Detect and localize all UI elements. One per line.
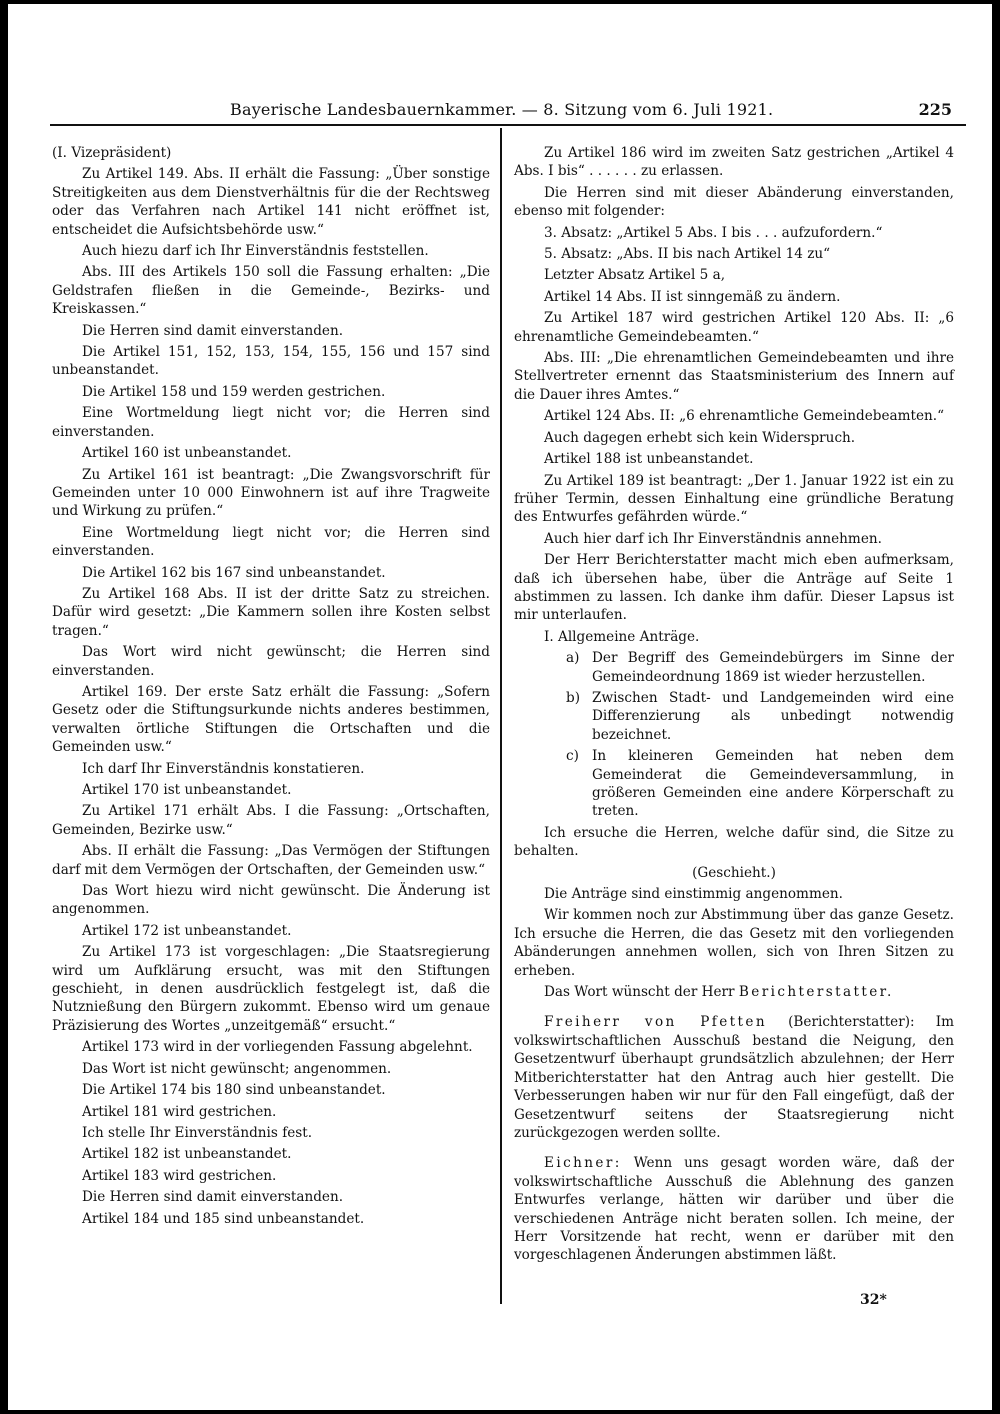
paragraph: Die Herren sind damit einverstanden. bbox=[82, 1189, 344, 1206]
paragraph: Das Wort ist nicht gewünscht; angenommen. bbox=[82, 1060, 392, 1077]
paragraph: Ich stelle Ihr Einverständnis fest. bbox=[82, 1124, 313, 1141]
paragraph: Auch hiezu darf ich Ihr Einverständnis feststellen. bbox=[82, 243, 429, 260]
speech-text: Wenn uns gesagt worden wäre, daß der volkswirtschaftliche Ausschuß die Ablehnung des ganzen Entwurfes verlange, hätten wir darüber und über die verschiedenen Anträge nicht beraten sollen. Ich meine, der Herr Vorsitzende hat recht, wenn er darüber mit den vorgeschlagenen Änderungen abstimmen läßt. bbox=[514, 1155, 954, 1264]
paragraph: Zu Artikel 189 ist beantragt: „Der 1. Januar 1922 ist ein zu früher Termin, dessen Einhaltung eine gründliche Beratung des Entwurfes gefährden würde.“ bbox=[514, 472, 954, 526]
paragraph: Artikel 170 ist unbeanstandet. bbox=[82, 782, 292, 798]
left-column bbox=[52, 144, 490, 1231]
paragraph: 5. Absatz: „Abs. II bis nach Artikel 14 zu“ bbox=[544, 246, 831, 263]
list-item bbox=[514, 689, 954, 744]
paragraph: Artikel 173 wird in der vorliegenden Fassung abgelehnt. bbox=[82, 1039, 473, 1056]
paragraph: Artikel 184 und 185 sind unbeanstandet. bbox=[82, 1210, 365, 1227]
paragraph: Das Wort hiezu wird nicht gewünscht. Die Änderung ist angenommen. bbox=[52, 883, 490, 918]
speaker-name: Berichterstatter. bbox=[738, 984, 894, 1001]
paragraph: Die Anträge sind einstimmig angenommen. bbox=[544, 886, 843, 903]
document-page bbox=[8, 4, 992, 1410]
list-marker: c) bbox=[566, 748, 579, 765]
paragraph: Die Artikel 162 bis 167 sind unbeanstandet. bbox=[82, 564, 386, 581]
stage-direction: (Geschieht.) bbox=[692, 864, 776, 881]
paragraph: Abs. III: „Die ehrenamtlichen Gemeindebeamten und ihre Stellvertreter ernennt das Staatsministerium des Innern auf die Dauer ihres Amtes.“ bbox=[514, 350, 954, 403]
paragraph: Artikel 124 Abs. II: „6 ehrenamtliche Gemeindebeamten.“ bbox=[544, 408, 945, 425]
list-item bbox=[514, 649, 954, 686]
paragraph: Wir kommen noch zur Abstimmung über das ganze Gesetz. Ich ersuche die Herren, die das Gesetz mit den vorliegenden Abänderungen annehmen wollen, sich von Ihren Sitzen zu erheben. bbox=[514, 907, 954, 979]
paragraph: Artikel 160 ist unbeanstandet. bbox=[82, 445, 292, 462]
paragraph: Zu Artikel 168 Abs. II ist der dritte Satz zu streichen. Dafür wird gesetzt: „Die Kammern sollen ihre Kosten selbst tragen.“ bbox=[52, 585, 490, 639]
paragraph bbox=[514, 983, 954, 1001]
paragraph: Die Artikel 174 bis 180 sind unbeanstandet. bbox=[82, 1082, 386, 1099]
speech-text: (Berichterstatter): Im volkswirtschaftlichen Ausschuß bestand die Neigung, den Gesetzentwurf überhaupt grundsätzlich abzulehnen; der Herr Mitberichterstatter hat den Antrag auch hier gestellt. Die Verbesserungen haben wir nur für den Fall eingefügt, daß der Gesetzentwurf seitens der Staatsregierung nicht zurückgezogen werden sollte. bbox=[514, 1014, 954, 1141]
speaker-name: Freiherr von Pfetten bbox=[544, 1014, 767, 1031]
paragraph: Der Herr Berichterstatter macht mich eben aufmerksam, daß ich übersehen habe, über die Anträge auf Seite 1 abstimmen zu lassen. Ich danke ihm dafür. Dieser Lapsus ist mir unterlaufen. bbox=[514, 552, 954, 624]
paragraph: Artikel 14 Abs. II ist sinngemäß zu ändern. bbox=[544, 288, 841, 305]
list-item bbox=[514, 747, 954, 821]
paragraph: Artikel 169. Der erste Satz erhält die Fassung: „Sofern Gesetz oder die Stiftungsurkunde nichts anderes bestimmen, verwalten örtliche Stiftungen die Ortschaften und die Gemeinden usw.“ bbox=[52, 683, 490, 756]
header-rule bbox=[50, 124, 966, 126]
paragraph: Eine Wortmeldung liegt nicht vor; die Herren sind einverstanden. bbox=[52, 524, 490, 560]
speech-paragraph bbox=[514, 1154, 954, 1264]
paragraph: Die Artikel 151, 152, 153, 154, 155, 156 und 157 sind unbeanstandet. bbox=[52, 344, 490, 379]
paragraph: Die Artikel 158 und 159 werden gestrichen. bbox=[82, 383, 386, 400]
list-item-text: In kleineren Gemeinden hat neben dem Gemeinderat die Gemeindeversammlung, in größeren Gemeinden eine andere Körperschaft zu treten. bbox=[592, 748, 954, 820]
page-header bbox=[8, 100, 992, 124]
speaker-note: (I. Vizepräsident) bbox=[52, 145, 172, 161]
paragraph: Zu Artikel 173 ist vorgeschlagen: „Die Staatsregierung wird um Aufklärung ersucht, was mit den Stiftungen geschieht, in denen ausdrücklich festgelegt ist, daß die Nutznießung den Bürgern zukommt. Ebenso wird um genaue Präzisierung des Wortes „unzeitgemäß“ ersucht.“ bbox=[52, 944, 490, 1034]
list-item-text: Zwischen Stadt- und Landgemeinden wird eine Differenzierung als unbedingt notwendig bezeichnet. bbox=[592, 689, 954, 743]
paragraph: Auch hier darf ich Ihr Einverständnis annehmen. bbox=[544, 530, 882, 547]
speech-paragraph bbox=[514, 1013, 954, 1142]
speaker-name: Eichner: bbox=[544, 1155, 622, 1172]
paragraph: Die Herren sind damit einverstanden. bbox=[82, 322, 344, 339]
paragraph: Das Wort wird nicht gewünscht; die Herren sind einverstanden. bbox=[52, 644, 490, 679]
paragraph: Zu Artikel 161 ist beantragt: „Die Zwangsvorschrift für Gemeinden unter 10 000 Einwohnern ist auf ihre Tragweite und Wirkung zu prüfen.“ bbox=[52, 466, 490, 520]
paragraph: Artikel 183 wird gestrichen. bbox=[82, 1167, 277, 1184]
paragraph: Ich darf Ihr Einverständnis konstatieren. bbox=[82, 760, 365, 777]
paragraph: Artikel 181 wird gestrichen. bbox=[82, 1103, 277, 1120]
paragraph: Eine Wortmeldung liegt nicht vor; die Herren sind einverstanden. bbox=[52, 405, 490, 440]
running-title: Bayerische Landesbauernkammer. — 8. Sitzung vom 6. Juli 1921. bbox=[230, 100, 774, 119]
page-number: 225 bbox=[918, 100, 952, 119]
paragraph: Zu Artikel 149. Abs. II erhält die Fassung: „Über sonstige Streitigkeiten aus dem Dienstverhältnis für die der Rechtsweg oder das Verfahren nach Artikel 141 nicht eröffnet ist, entscheidet die Aufsichtsbehörde usw.“ bbox=[52, 166, 490, 238]
paragraph: Artikel 188 ist unbeanstandet. bbox=[544, 451, 754, 468]
paragraph: Die Herren sind mit dieser Abänderung einverstanden, ebenso mit folgender: bbox=[514, 184, 954, 220]
paragraph: Artikel 172 ist unbeanstandet. bbox=[82, 922, 292, 939]
paragraph: Artikel 182 ist unbeanstandet. bbox=[82, 1146, 292, 1163]
column-divider bbox=[500, 128, 502, 1304]
section-heading: I. Allgemeine Anträge. bbox=[544, 628, 700, 645]
list-marker: b) bbox=[566, 689, 581, 706]
paragraph: Zu Artikel 187 wird gestrichen Artikel 120 Abs. II: „6 ehrenamtliche Gemeindebeamten.“ bbox=[514, 310, 954, 345]
paragraph: Zu Artikel 171 erhält Abs. I die Fassung: „Ortschaften, Gemeinden, Bezirke usw.“ bbox=[52, 803, 490, 838]
paragraph: Abs. III des Artikels 150 soll die Fassung erhalten: „Die Geldstrafen fließen in die Gemeinde-, Bezirks- und Kreiskassen.“ bbox=[52, 264, 490, 318]
list-item-text: Der Begriff des Gemeindebürgers im Sinne der Gemeindeordnung 1869 ist wieder herzustellen. bbox=[592, 650, 954, 685]
paragraph: Letzter Absatz Artikel 5 a, bbox=[544, 267, 726, 284]
list-marker: a) bbox=[566, 650, 580, 667]
paragraph: Abs. II erhält die Fassung: „Das Vermögen der Stiftungen darf mit dem Vermögen der Ortschaften, der Gemeinden usw.“ bbox=[52, 843, 490, 878]
paragraph: Ich ersuche die Herren, welche dafür sind, die Sitze zu behalten. bbox=[514, 824, 954, 860]
paragraph: Auch dagegen erhebt sich kein Widerspruch. bbox=[544, 429, 856, 446]
right-column bbox=[514, 144, 954, 1268]
signature-mark: 32* bbox=[860, 1292, 887, 1308]
paragraph: Zu Artikel 186 wird im zweiten Satz gestrichen „Artikel 4 Abs. I bis“ . . . . . . zu erlassen. bbox=[514, 145, 954, 180]
paragraph-text: Das Wort wünscht der Herr bbox=[544, 984, 735, 1001]
paragraph: 3. Absatz: „Artikel 5 Abs. I bis . . . aufzufordern.“ bbox=[544, 224, 883, 241]
